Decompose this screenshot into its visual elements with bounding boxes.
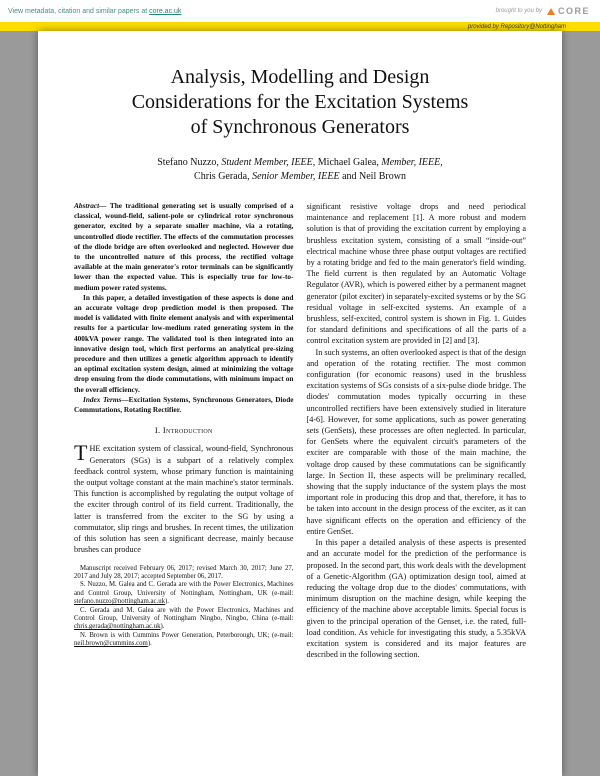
title-line: Analysis, Modelling and Design [170, 66, 430, 88]
abstract-text: The traditional generating set is usually comprised of a classical, wound-field, salient-pole or cylindrical rotor synchronous generator, excited by a separate smaller machine, via a rotating, uncontrolled diode rectifier. The effects of the commutation processes of the diode bridge are often overlooked and neglected. However due to the uncontrolled nature of this process, the rectified voltage available at the main generator's rotor terminals can be significantly lower than the expected value. This is especially true for low-to-medium power rated systems. [74, 201, 294, 292]
footnote-text: ). [165, 598, 169, 606]
body-paragraph: In this paper a detailed analysis of these aspects is presented and an accurate model for the prediction of the performance is proposed. In the second part, this work deals with the development of a Genetic-Algorithm (GA) optimization design tool, aimed at reducing the voltage drop due to the diodes' commutations, with minimum disruption on the machine design, while keeping the efficiency of the machine above acceptable limits. Special focus is given to the principal operation of the Genset, i.e. the rated, full-load condition. As vehicle for investigating this study, a 5.35kVA excitation system is considered and its major features are described in the following section. [306, 538, 526, 660]
footnote-text: ). [160, 623, 165, 631]
section-title: Introduction [162, 425, 213, 436]
author-name: Chris Gerada, [194, 171, 250, 182]
intro-text: excitation system of classical, wound-field, Synchronous Generators (SGs) is a subpart of a relatively complex feedback control system, whose primary function is maintaining the output voltage constant at the main machine's stator terminals. This function is accomplished by regulating the output voltage of the exciter through control of its field current. Traditionally, the latter is transferred from the exciter to the SG by using a commutator, slip rings and brushes. In recent times, the utilization of this solution has seen a significant decrease, mainly because brushes can produce [74, 444, 294, 555]
core-logo[interactable] [547, 6, 590, 16]
author-name: Michael Galea, [317, 157, 379, 168]
intro-paragraph [74, 440, 294, 555]
index-terms-text: Excitation Systems, Synchronous Generators, Diode Commutations, Rotating Rectifier. [74, 394, 294, 415]
email-link[interactable]: chris.gerada@nottingham.ac.uk [74, 623, 161, 631]
core-banner [0, 0, 600, 22]
body-paragraph: significant resistive voltage drops and need periodical maintenance and replacement [1]. A more robust and modern solution is that of providing the excitation current by employing a brushless excitation system, consisting of a small “inside-out” electrical machine whose three phase output voltages are rectified by a rotating bridge and fed to the main generator's field winding. The field current is then regulated by an Automatic Voltage Regulator (AVR), which is powered either by a permanent magnet generator (pilot exciter) in separately-excited systems or by the SG residual voltage in self-excited systems. An example of a brushless, self-excited, control system is shown in Fig. 1. Guides for standard definitions and specifications of all the parts of a control excitation system are provided in [2] and [3]. [306, 202, 526, 346]
index-terms [74, 395, 294, 415]
abstract-paragraph: In this paper, a detailed investigation of these aspects is done and an accurate voltage drop prediction model is then proposed. The model is validated with finite element analysis and with experimental results for a particular low-medium rated generating system in the 400kVA power range. The validated tool is then integrated into an innovative design tool, which first performs an analytical pre-sizing procedure and then utilizes a genetic algorithm approach to identify an optimal excitation system design, aimed at minimizing the voltage drop ensuing from the diode commutations, with minimum impact on the overall efficiency. [74, 292, 294, 394]
title-line: Considerations for the Excitation Systems [131, 91, 469, 113]
footnote-text: ). [147, 640, 152, 648]
abstract-label: Abstract— [74, 201, 110, 210]
footnote-text: S. Nuzzo, M. Galea and C. Gerada are with the Power Electronics, Machines and Control Group, University of Nottingham, Nottingham, UK (e-mail: [74, 581, 294, 597]
brought-to-you-by-label: brought to you by [495, 8, 542, 14]
two-column-body [74, 201, 526, 660]
section-number: I. [154, 425, 161, 436]
email-link[interactable]: stefano.nuzzo@nottingham.ac.uk [74, 598, 166, 606]
body-paragraph: In such systems, an often overlooked aspect is that of the design and operation of the rotating rectifier. The most common configuration (for economic reasons) used in the brushless excitation systems of SGs consists of a six-pulse diode bridge. The diodes' commutation modes typically occurring in these uncontrolled rectifiers have been extensively studied in literature [4-6]. However, for some applications, such as power generating sets (GenSets), these processes are often neglected. In particular, for GenSets where the equivalent circuit's parameters of the exciter are comparable with those of the main machine, the voltage drop caused by these commutations can be significantly large. In Section II, these aspects will be preliminary recalled, showing that the supply inductance of the system plays the most important role in producing this drop and that, therefore, it has to be taken into account in the design process of the exciter, as it can have significant effects on the operation and efficiency of the entire GenSet. [306, 347, 526, 536]
core-logo-icon [547, 8, 555, 15]
author-role: Member, IEEE, [381, 157, 443, 168]
email-link[interactable]: neil.brown@cummins.com [74, 640, 148, 648]
author-role: Student Member, IEEE, [221, 157, 316, 168]
title-line: of Synchronous Generators [190, 116, 410, 138]
author-name: Stefano Nuzzo, [157, 157, 219, 168]
section-heading-introduction [74, 425, 294, 436]
paper-title [74, 65, 526, 140]
footnote-text: N. Brown is with Cummins Power Generation, Peterborough, UK; (e-mail: [80, 631, 294, 639]
core-ac-uk-link[interactable]: core.ac.uk [149, 7, 182, 15]
index-terms-label: Index Terms— [83, 394, 129, 404]
authors-line [74, 156, 526, 184]
footnote-affiliation [74, 632, 294, 649]
provided-by-strip [0, 22, 600, 31]
footnote-affiliation [74, 581, 294, 606]
footnote-text: C. Gerada and M. Galea are with the Power Electronics, Machines and Control Group, University of Nottingham Ningbo, Ningbo, China (e-mail: [74, 606, 294, 622]
banner-brand [496, 6, 590, 16]
abstract-paragraph [74, 201, 294, 293]
left-column [74, 201, 294, 660]
author-name: and Neil Brown [342, 171, 406, 182]
core-logo-text: CORE [557, 6, 590, 16]
provided-by-text: provided by Repository@Nottingham [467, 23, 566, 30]
right-column [307, 201, 527, 660]
dropcap: T [74, 440, 88, 466]
paper-page [38, 31, 562, 776]
author-role: Senior Member, IEEE [252, 171, 340, 182]
footnote-affiliation [74, 607, 294, 632]
footnotes [74, 565, 294, 649]
banner-text: View metadata, citation and similar papers at [8, 7, 150, 15]
footnote-manuscript: Manuscript received February 06, 2017; revised March 30, 2017; June 27, 2017 and July 28, 2017; accepted September 06, 2017. [74, 564, 294, 580]
banner-message [8, 8, 181, 15]
intro-lead: HE [89, 444, 101, 454]
